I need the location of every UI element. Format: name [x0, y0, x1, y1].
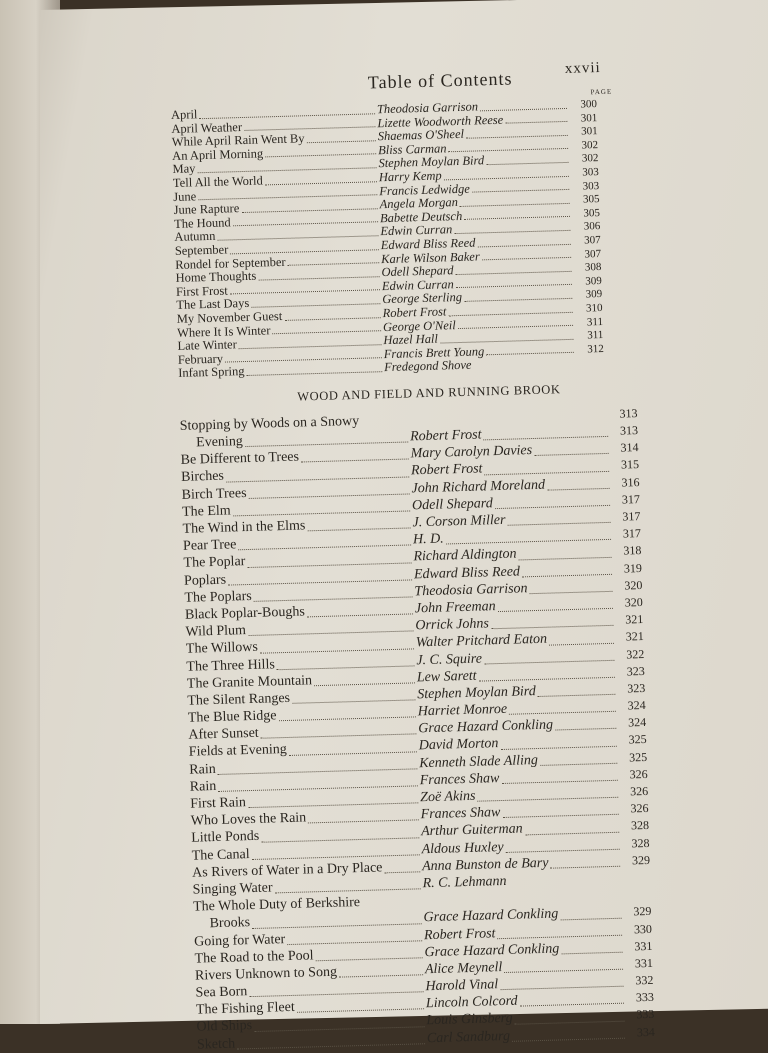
dot-leader [506, 848, 620, 853]
entry-page-number: 329 [631, 852, 651, 868]
entry-page-number: 305 [582, 193, 600, 206]
entry-title: The Hound [173, 215, 231, 231]
entry-title: The Granite Mountain [186, 672, 313, 692]
entry-title: Birch Trees [181, 485, 247, 503]
entry-title: The Last Days [176, 296, 250, 313]
dot-leader [505, 120, 567, 124]
dot-leader [464, 297, 572, 302]
entry-title: Old Ships [196, 1018, 253, 1036]
dot-leader [307, 527, 410, 532]
entry-title: The Poplar [183, 554, 246, 572]
entry-page-number: 311 [586, 315, 604, 328]
entry-title: The Whole Duty of Berkshire [192, 895, 361, 915]
entry-page-number: 326 [630, 801, 649, 816]
entry-page-number: 313 [619, 423, 639, 438]
entry-page-number: 319 [623, 560, 643, 576]
dot-leader [237, 1042, 425, 1049]
entry-page-number: 303 [582, 179, 600, 193]
entry-page-number: 311 [587, 329, 604, 342]
entry-author: Robert Frost [423, 925, 496, 943]
page-folio: xxvii [564, 59, 601, 77]
entry-page-number: 323 [627, 680, 646, 696]
entry-author: Walter Pritchard Eaton [415, 632, 548, 651]
entry-author: Robert Frost [382, 304, 447, 321]
entry-page-number [623, 898, 651, 899]
entry-author: Harriet Monroe [417, 701, 508, 720]
entry-page-number: 302 [581, 138, 599, 152]
entry-title: Poplars [183, 572, 227, 589]
entry-page-number: 315 [620, 457, 640, 472]
dot-leader [508, 521, 611, 526]
dot-leader [519, 555, 612, 560]
dot-leader [549, 641, 614, 645]
entry-author: Anna Bunston de Bary [421, 855, 549, 875]
dot-leader [316, 956, 423, 961]
entry-page-number: 330 [633, 921, 653, 936]
entry-title: Where It Is Winter [176, 322, 271, 340]
entry-page-number: 328 [631, 835, 650, 850]
dot-leader [512, 1036, 625, 1041]
dot-leader [480, 107, 567, 111]
entry-author: Stephen Moylan Bird [417, 683, 536, 703]
entry-title: An April Morning [171, 146, 264, 163]
toc-list-seasons [171, 95, 678, 381]
entry-author: Shaemas O'Sheel [377, 127, 465, 144]
dot-leader [477, 242, 570, 247]
entry-page-number: 322 [626, 646, 645, 661]
entry-page-number: 318 [623, 543, 642, 558]
section-heading: WOOD AND FIELD AND RUNNING BROOK [297, 382, 561, 404]
entry-title: First Rain [190, 795, 247, 812]
dot-leader [498, 607, 613, 612]
entry-title: September [174, 242, 229, 258]
entry-page-number: 324 [627, 698, 646, 713]
dot-leader [495, 504, 610, 509]
dot-leader [466, 134, 568, 139]
entry-author: R. C. Lehmann [422, 873, 507, 892]
dot-leader [456, 270, 572, 275]
entry-page-number: 305 [583, 206, 601, 220]
entry-title: Be Different to Trees [180, 449, 300, 469]
entry-page-number: 320 [624, 594, 644, 610]
entry-author: Grace Hazard Conkling [423, 906, 559, 926]
entry-page-number: 306 [583, 220, 601, 233]
entry-author: Robert Frost [410, 461, 483, 479]
toc-list-wood-and-field [179, 404, 697, 1053]
entry-page-number: 300 [580, 98, 598, 111]
entry-title: The Blue Ridge [187, 708, 277, 726]
entry-title: Pear Tree [182, 537, 237, 555]
entry-title: As Rivers of Water in a Dry Place [191, 860, 383, 881]
entry-title: Home Thoughts [175, 268, 257, 286]
entry-page-number: 321 [625, 612, 644, 627]
entry-title: The Canal [191, 846, 250, 864]
entry-title: April [170, 107, 198, 122]
dot-leader [385, 870, 421, 873]
dot-leader [307, 613, 413, 618]
dot-leader [560, 916, 621, 920]
entry-author: Edward Bliss Reed [413, 563, 521, 582]
entry-author: Alice Meynell [424, 959, 503, 978]
entry-author: Kenneth Slade Alling [419, 752, 539, 771]
entry-author: Louis Ginsberg [426, 1011, 513, 1029]
entry-title: Brooks [209, 915, 251, 932]
entry-page-number: 307 [584, 233, 601, 247]
entry-page-number: 302 [581, 152, 599, 165]
entry-author: Francis Brett Young [383, 344, 485, 361]
dot-leader [486, 161, 568, 165]
dot-leader [555, 727, 616, 731]
dot-leader [472, 188, 569, 193]
entry-author: Hazel Hall [383, 331, 439, 348]
entry-author: Stephen Moylan Bird [378, 153, 485, 171]
dot-leader [272, 329, 381, 334]
entry-author: J. C. Squire [416, 651, 483, 668]
entry-title: Rivers Unknown to Song [194, 964, 338, 984]
entry-page-number: 313 [619, 405, 638, 421]
entry-title: February [177, 351, 224, 367]
entry-author: Babette Deutsch [379, 208, 463, 225]
entry-author: J. Corson Miller [412, 512, 506, 531]
entry-author: Robert Frost [409, 427, 482, 445]
entry-author: Frances Shaw [419, 770, 500, 789]
entry-author: Harold Vinal [425, 977, 499, 995]
entry-author: Fredegond Shove [383, 357, 472, 375]
entry-author: Zoë Akins [419, 788, 476, 806]
entry-page-number: 328 [630, 818, 650, 833]
dot-leader [458, 324, 573, 329]
entry-page-number: 329 [633, 904, 652, 919]
dot-leader [547, 487, 610, 491]
entry-title: The Three Hills [186, 656, 276, 675]
entry-title: Little Ponds [191, 829, 260, 847]
entry-page-number: 308 [584, 261, 602, 274]
entry-author: Odell Shepard [411, 495, 493, 514]
entry-title: Rain [189, 761, 216, 778]
entry-title: Tell All the World [172, 173, 263, 190]
dot-leader [530, 590, 613, 594]
entry-author: Lew Sarett [416, 668, 477, 686]
entry-page-number: 321 [625, 629, 644, 644]
dot-leader [561, 951, 622, 955]
entry-page-number: 331 [634, 938, 653, 954]
entry-title: Late Winter [177, 337, 237, 353]
entry-page-number: 331 [634, 955, 654, 971]
entry-title: Wild Plum [185, 623, 247, 640]
entry-author: Karle Wilson Baker [380, 248, 480, 266]
dot-leader [538, 693, 616, 697]
dot-leader [486, 351, 574, 355]
entry-title: Going for Water [193, 931, 286, 950]
dot-leader [464, 215, 570, 220]
entry-title: Who Loves the Rain [190, 810, 307, 829]
page-title: Table of Contents [367, 68, 513, 93]
dot-leader [308, 819, 419, 824]
entry-page-number: 323 [626, 663, 645, 679]
entry-title: June [173, 188, 197, 204]
entry-author: Odell Shepard [381, 263, 454, 280]
entry-page-number: 317 [621, 491, 641, 507]
entry-title: While April Rain Went By [171, 131, 305, 150]
dot-leader [540, 762, 617, 766]
page-column-label: PAGE [590, 87, 613, 97]
entry-author: Frances Shaw [420, 805, 501, 823]
entry-author: Francis Ledwidge [379, 181, 471, 198]
entry-author: Edward Bliss Reed [380, 235, 476, 253]
dot-leader [301, 458, 409, 463]
entry-author: George O'Neil [382, 317, 456, 334]
entry-title: The Fishing Fleet [195, 1000, 295, 1018]
entry-page-number [576, 365, 604, 366]
entry-author: John Freeman [414, 599, 496, 617]
entry-author: Harry Kemp [378, 168, 442, 185]
entry-page-number [623, 881, 651, 882]
entry-title: The Road to the Pool [194, 948, 314, 967]
dot-leader [482, 256, 571, 260]
entry-title: Evening [195, 434, 244, 451]
entry-page-number: 314 [620, 440, 639, 455]
entry-page-number: 316 [621, 474, 640, 490]
entry-title: The Elm [181, 503, 231, 520]
entry-title: Autumn [174, 229, 216, 245]
entry-title: Singing Water [192, 880, 273, 898]
entry-author: Grace Hazard Conkling [424, 941, 560, 960]
entry-title: My November Guest [176, 308, 283, 326]
entry-title: Black Poplar-Boughs [184, 604, 306, 623]
entry-page-number: 309 [585, 274, 602, 288]
dot-leader [520, 1002, 624, 1007]
dot-leader [307, 139, 376, 143]
entry-title: The Willows [185, 640, 259, 658]
entry-page-number: 317 [622, 526, 642, 541]
entry-title: Sketch [196, 1036, 236, 1053]
entry-author: Arthur Guiterman [420, 821, 523, 840]
entry-title: Rain [189, 778, 217, 795]
dot-leader [456, 283, 572, 288]
entry-page-number: 332 [635, 972, 654, 988]
entry-author: Theodosia Garrison [414, 580, 528, 600]
entry-title: Sea Born [195, 984, 248, 1001]
dot-leader [460, 202, 570, 207]
entry-author: George Sterling [382, 290, 463, 307]
entry-page-number: 301 [580, 111, 598, 125]
dot-leader [265, 153, 376, 158]
entry-author: H. D. [412, 531, 444, 548]
entry-title: The Silent Ranges [187, 690, 291, 709]
entry-page-number: 312 [587, 342, 604, 356]
entry-page-number: 320 [624, 577, 643, 593]
entry-author: Mary Carolyn Davies [410, 443, 533, 462]
entry-title: Rondel for September [175, 254, 286, 272]
dot-leader [265, 180, 377, 185]
entry-page-number: 309 [585, 288, 603, 301]
entry-page-number: 303 [582, 166, 599, 179]
dot-leader [522, 573, 612, 578]
entry-title: May [172, 161, 196, 177]
entry-author: Edwin Curran [380, 222, 453, 239]
dot-leader [509, 710, 616, 715]
dot-leader [551, 865, 621, 869]
dot-leader [525, 830, 620, 835]
entry-title: Birches [180, 469, 225, 486]
entry-page-number: 333 [636, 1007, 655, 1022]
toc-content [170, 59, 697, 1053]
entry-title: First Frost [175, 283, 228, 299]
entry-title: June Rapture [173, 201, 240, 218]
entry-page-number: 325 [628, 749, 648, 765]
entry-page-number: 310 [585, 301, 603, 315]
entry-author: Carl Sandburg [426, 1028, 511, 1046]
entry-page-number: 324 [627, 715, 647, 730]
dot-leader [339, 973, 423, 977]
dot-leader [534, 452, 608, 456]
entry-author: Edwin Curran [381, 276, 454, 293]
entry-author: David Morton [418, 736, 499, 754]
entry-page-number: 334 [636, 1024, 656, 1039]
entry-title: Stopping by Woods on a Snowy [179, 413, 360, 434]
entry-author: Richard Aldington [413, 546, 517, 565]
entry-title: After Sunset [188, 726, 259, 743]
entry-author: Grace Hazard Conkling [418, 717, 554, 737]
entry-page-number: 333 [635, 990, 655, 1005]
dot-leader [247, 370, 383, 376]
entry-page-number: 301 [580, 125, 598, 138]
entry-page-number: 325 [628, 732, 647, 747]
entry-author: Bliss Carman [377, 141, 447, 157]
entry-title: The Wind in the Elms [182, 518, 306, 537]
entry-title: The Poplars [184, 588, 252, 606]
entry-title: April Weather [171, 119, 243, 136]
entry-title: Fields at Evening [188, 742, 288, 761]
entry-page-number: 307 [584, 247, 602, 261]
dot-leader [284, 316, 380, 321]
entry-title: Infant Spring [178, 364, 245, 381]
entry-author: Orrick Johns [415, 616, 490, 634]
entry-page-number: 326 [629, 766, 648, 782]
entry-author: Theodosia Garrison [376, 99, 479, 117]
entry-author: John Richard Moreland [411, 477, 546, 497]
dot-leader [454, 229, 570, 234]
entry-page-number: 326 [629, 783, 649, 799]
entry-author: Aldous Huxley [421, 839, 504, 857]
dot-leader [288, 261, 380, 266]
dot-leader [314, 681, 415, 686]
entry-author: Lincoln Colcord [425, 993, 518, 1012]
entry-author: Angela Morgan [379, 195, 459, 212]
entry-author: Lizette Woodworth Reese [377, 112, 504, 130]
entry-page-number: 317 [622, 509, 641, 524]
